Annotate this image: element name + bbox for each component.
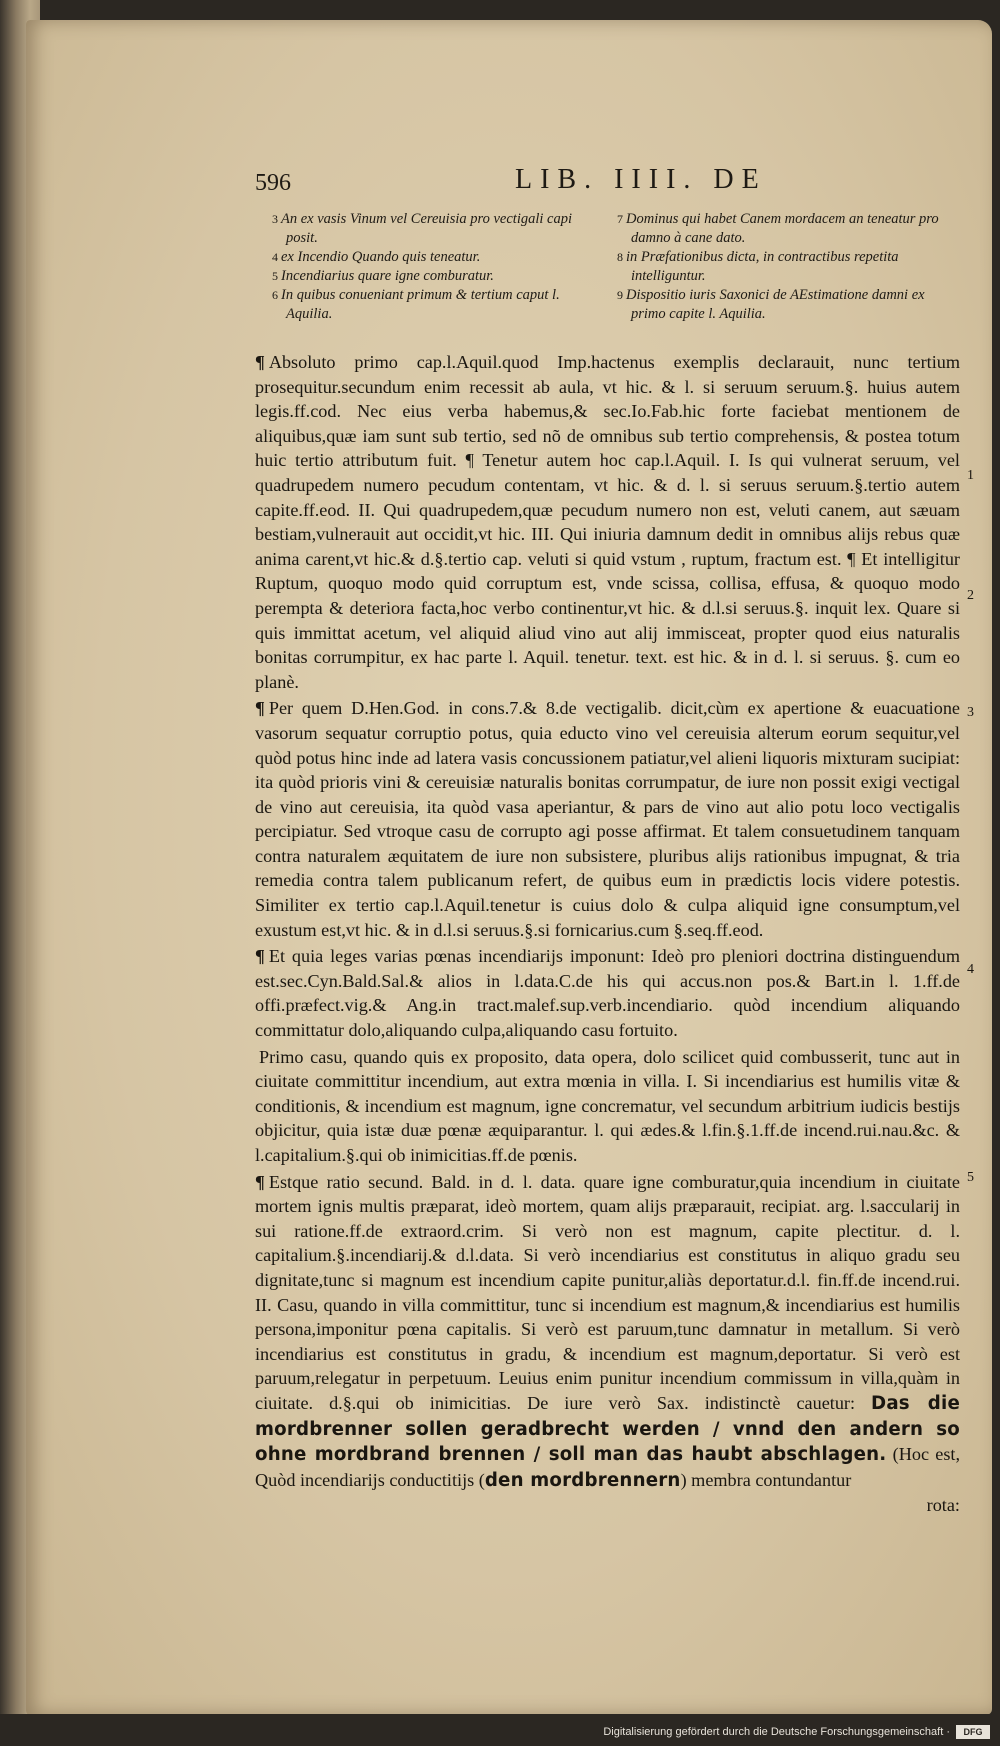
summary-item: 4 ex Incendio Quando quis teneatur. [272, 249, 481, 265]
summary-item: 6 In quibus conueniant primum & tertium caput l. Aquilia. [272, 287, 560, 322]
german-term: den mordbrennern [484, 1469, 681, 1491]
summary-item: 8 in Præfationibus dicta, in contractibus repetita intelliguntur. [617, 249, 899, 284]
running-title: LIB. IIII. DE [515, 164, 767, 195]
main-text [255, 350, 960, 1517]
page-number: 596 [255, 170, 291, 196]
margin-number: 1 [967, 468, 974, 483]
paragraph: ¶ Et quia leges varias pœnas incendiarijs imponunt: Ideò pro pleniori doctrina distinguendum est.sec.Cyn.Bald.Sal.& alios in l.data.C.de his qui accus.non pos.& Bart.in l. 1.ff.de offi.præfect.vig.& Ang.in tract.malef.sup.verb.incendiario. quòd incendium aliquando committatur dolo,aliquando culpa,aliquando casu fortuito. [255, 946, 960, 1041]
summary-item: 9 Dispositio iuris Saxonici de AEstimatione damni ex primo capite l. Aquilia. [617, 287, 925, 322]
paragraph: ¶ Estque ratio secund. Bald. in d. l. data. quare igne comburatur,quia incendium in ciuitate mortem ignis multis præparat, ideò mortem, quam alijs præparauit, recipiat. arg. l.saccularij in sui ratione.ff.de extraord.crim. Si verò non est magnum, capite plectitur. d. l. capitalium.§.incendiarij.& d.l.data. Si verò incendiarius est constitutus in aliquo gradu seu dignitate,tunc si magnum est incendium capite punitur,aliàs deportatur.d.l. fin.ff.de incend.rui. II. Casu, quando in villa committitur, tunc si incendium est magnum,& incendiarius est humilis persona,imponitur pœna capitalis. Si verò est paruum,tunc damnatur in metallum. Si verò incendiarius est constitutus in gradu, & incendium est magnum,deportatur. Si verò est paruum,relegatur in perpetuum. Leuius enim punitur incendium commissum in villa,quàm in ciuitate. d.§.qui ob inimicitias. De iure verò Sax. indistinctè cauetur: Das die mordbrenner sollen geradbrecht werden / vnnd den andern so ohne mordbrand brennen / soll man das haubt abschlagen. (Hoc est, Quòd incendiarijs conductitijs (den mordbrennern) membra contundantur [255, 1171, 961, 1491]
margin-number: 5 [967, 1170, 974, 1185]
german-quote: Das die mordbrenner sollen geradbrecht werden / vnnd den andern so ohne mordbrand brennen / soll man das haubt abschlagen. [255, 1392, 960, 1466]
paragraph: ¶ Absoluto primo cap.l.Aquil.quod Imp.hactenus exemplis declarauit, nunc tertium prosequitur.secundum enim recessit ab aula, vt hic. & l. si seruum seruum.§. huius autem legis.ff.cod. Nec eius verba habemus,& sec.Io.Fab.hic forte faciebat mentionem de aliquibus,quæ iam sunt sub tertio, sed nõ de omnibus sub tertio comprehensis, & postea totum huic tertio attributum fuit. ¶ Tenetur autem hoc cap.l.Aquil. I. Is qui vulnerat seruum, vel quadrupedem numero pecudum contentam, vt hic. & d. l. si seruus seruum.§.tertio autem capite.ff.eod. II. Qui quadrupedem,quæ pecudum numero non est, veluti canem, aut sæuam bestiam,vulnerauit aut occidit,vt hic. III. Qui iniuria damnum dedit in omnibus alijs rebus quæ anima carent,vt hic.& d.§.tertio cap. veluti si quid vstum , ruptum, fractum est. ¶ Et intelligitur Ruptum, quoquo modo quid corruptum est, vnde scissa, collisa, effusa, & quoquo modo perempta & deteriora facta,hoc verbo continentur,vt hic. & d.l.si seruus.§. inquit lex. Quare si quis immittat acetum, vel aliquid aliud vino aut alij immisceat, propter quod eius naturalis bonitas corrumpitur, ex hac parte l. Aquil. tenetur. text. est hic. & in d. l. si seruus. §. cum eo planè. [255, 352, 960, 692]
catchword: rota: [926, 1495, 960, 1516]
paragraph: Primo casu, quando quis ex proposito, data opera, dolo scilicet quid combusserit, tunc aut in ciuitate committitur incendium, aut extra mœnia in villa. I. Si incendiarius est humilis vitæ & conditionis, & incendium est magnum, igne concrematur, vel secundum arbitrium iudicis bestijs objicitur, quia istæ duæ pœnæ æquiparantur. l. qui ædes.& l.fin.§.1.ff.de incend.rui.nau.&c. & l.capitalium.§.qui ob inimicitias.ff.de pœnis. [255, 1046, 960, 1165]
margin-number: 2 [967, 588, 974, 603]
summary-list-right [617, 210, 962, 324]
paragraph: ¶ Per quem D.Hen.God. in cons.7.& 8.de vectigalib. dicit,cùm ex apertione & euacuatione vasorum sequatur corruptio potus, quia educto vino vel cereuisia alterum eorum sequitur,vel quòd potus hinc inde ad latera vasis concussionem patiatur,vel alieni liquoris mixturam sucipiat: ita quòd prioris vini & cereuisiæ naturalis bonitas corrumpatur, de iure non possit exigi vectigal de vino aut cereuisia, ita quòd vasa aperiantur, & pars de vino aut alio potu loco vectigalis percipiatur. Sed vtroque casu de corrupto agi posse affirmat. Et talem consuetudinem tanquam contra naturalem æquitatem de iure non subsistere, pluribus alijs rationibus impugnat, & tria remedia contra talem publicanum refert, de quibus eum in prædictis locis videre potestis. Similiter ex tertio cap.l.Aquil.tenetur is cuius dolo & culpa aliquid igne consumptum,vel exustum est,vt hic. & in d.l.si seruus.§.si fornicarius.cum §.seq.ff.eod. [255, 698, 960, 940]
summary-item: 5 Incendiarius quare igne comburatur. [272, 268, 494, 284]
margin-number: 4 [967, 962, 974, 977]
summary-item: 3 An ex vasis Vinum vel Cereuisia pro vectigali capi posit. [272, 211, 572, 246]
summary-item: 7 Dominus qui habet Canem mordacem an teneatur pro damno à cane dato. [617, 211, 939, 246]
summary-list-left [272, 210, 602, 324]
digitization-credit: Digitalisierung gefördert durch die Deutsche Forschungsgemeinschaft · [603, 1726, 950, 1738]
dfg-logo: DFG [956, 1725, 990, 1739]
margin-number: 3 [967, 705, 974, 720]
